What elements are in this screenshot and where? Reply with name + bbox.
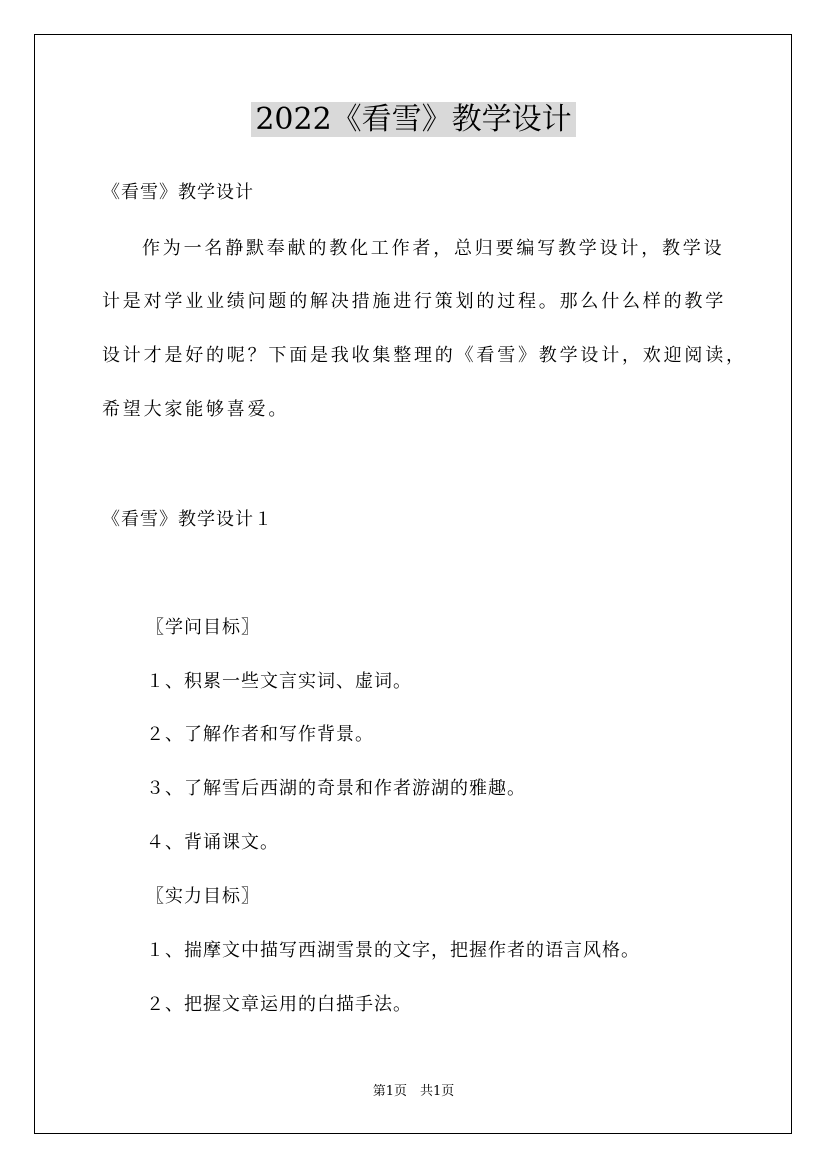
- intro-line-2: 计是对学业业绩问题的解决措施进行策划的过程。那么什么样的教学: [102, 291, 726, 312]
- intro-line-4: 希望大家能够喜爱。: [102, 399, 290, 420]
- ability-item-2: ２、把握文章运用的白描手法。: [146, 994, 412, 1015]
- document-title: [0, 100, 827, 140]
- section-heading: 《看雪》教学设计１: [102, 509, 273, 530]
- knowledge-item-4: ４、背诵课文。: [146, 832, 279, 853]
- document-title-text: 2022《看雪》教学设计: [251, 102, 575, 137]
- knowledge-item-2: ２、了解作者和写作背景。: [146, 724, 374, 745]
- knowledge-item-1: １、积累一些文言实词、虚词。: [146, 671, 412, 692]
- subtitle: 《看雪》教学设计: [102, 182, 254, 203]
- ability-item-1: １、揣摩文中描写西湖雪景的文字，把握作者的语言风格。: [146, 940, 640, 961]
- ability-heading: 〖实力目标〗: [146, 886, 260, 907]
- intro-line-1: 作为一名静默奉献的教化工作者，总归要编写教学设计，教学设: [142, 238, 725, 259]
- page-footer: 第1页 共1页: [372, 1084, 455, 1099]
- knowledge-item-3: ３、了解雪后西湖的奇景和作者游湖的雅趣。: [146, 778, 526, 799]
- knowledge-heading: 〖学问目标〗: [146, 617, 260, 638]
- intro-line-3: 设计才是好的呢？下面是我收集整理的《看雪》教学设计，欢迎阅读，: [102, 345, 747, 366]
